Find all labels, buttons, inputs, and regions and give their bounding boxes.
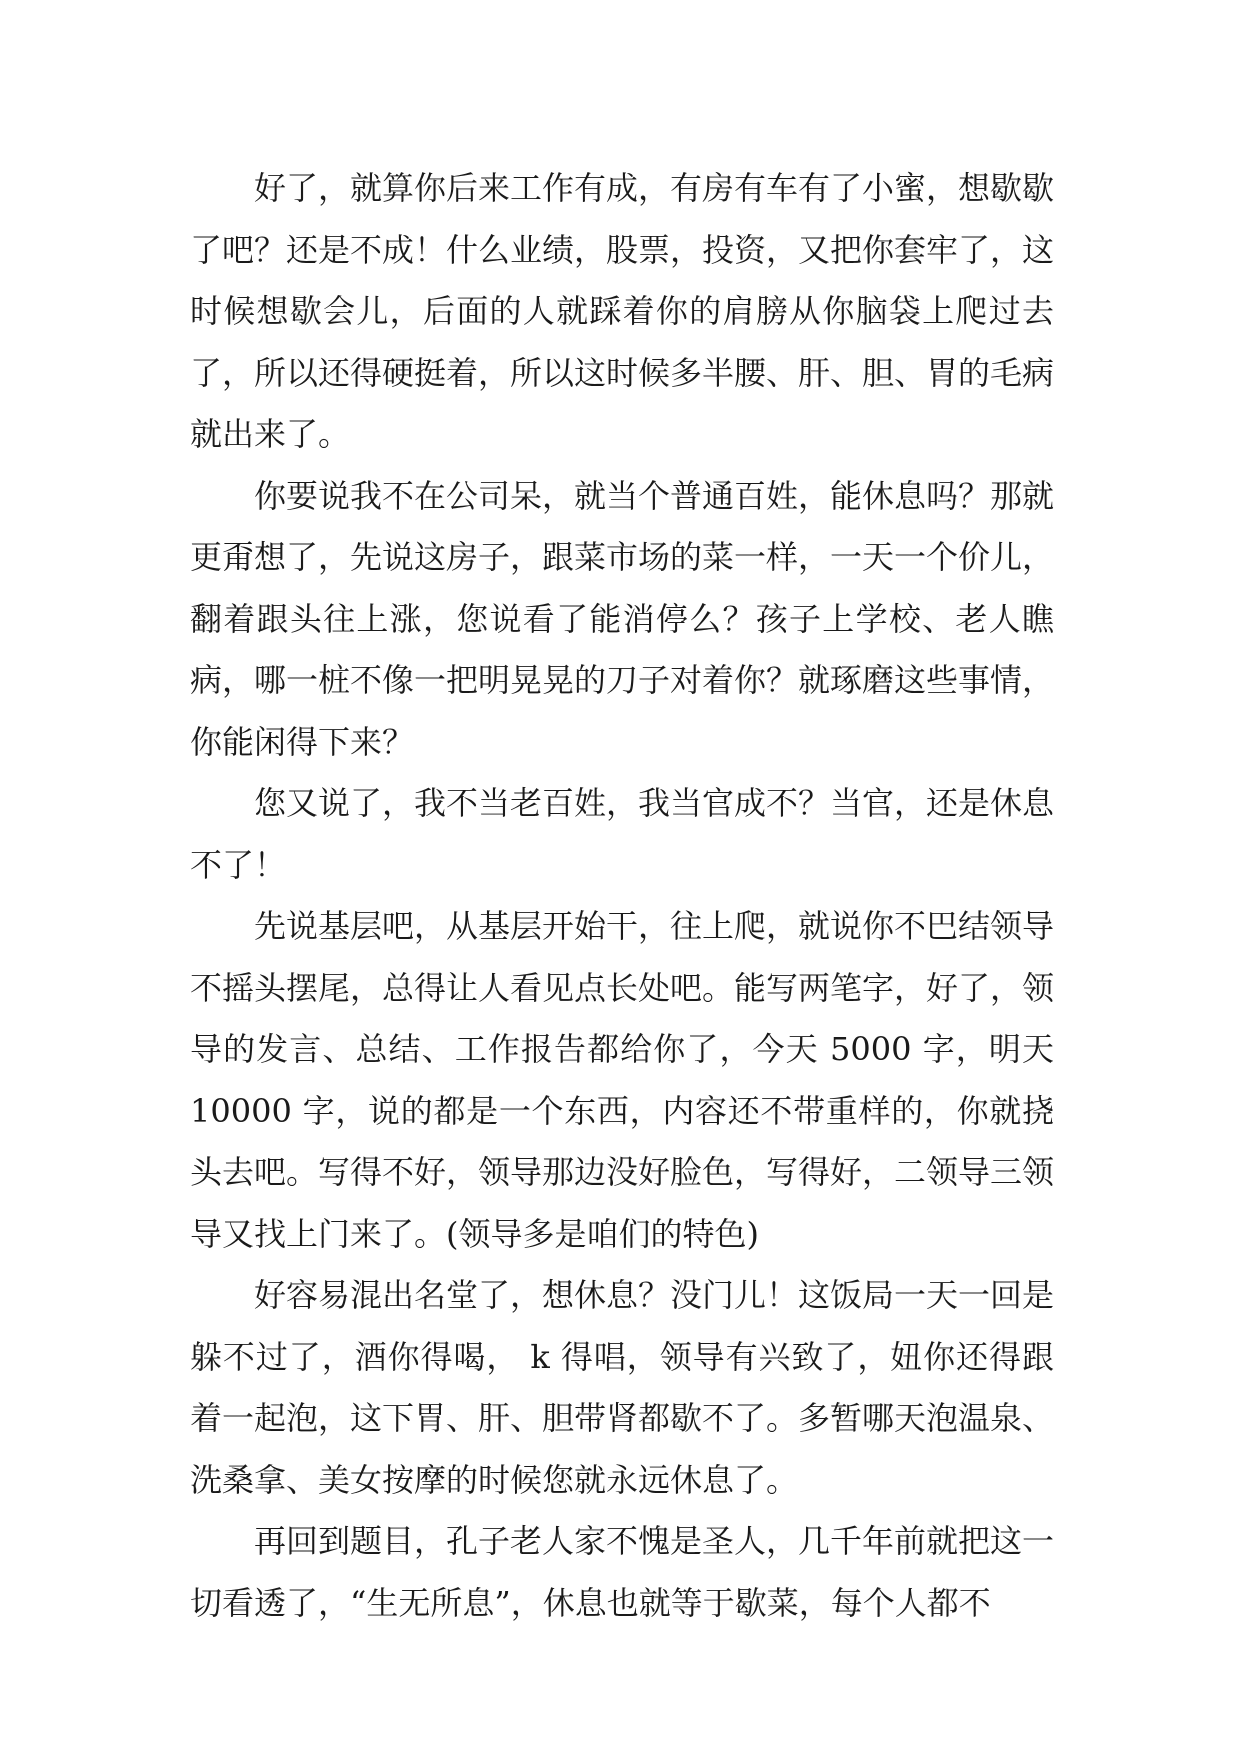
paragraph-5: 好容易混出名堂了，想休息？没门儿！这饭局一天一回是躲不过了，酒你得喝， k 得唱，领导有兴致了，妞你还得跟着一起泡，这下胃、肝、胆带肾都歇不了。多暂哪天泡温泉、洗桑拿、美女按摩的时候您就永远休息了。 (190, 1276, 1055, 1499)
paragraph-6: 再回到题目，孔子老人家不愧是圣人，几千年前就把这一切看透了，“生无所息”，休息也就等于歇菜，每个人都不 (190, 1522, 1055, 1622)
paragraph-4: 先说基层吧，从基层开始干，往上爬，就说你不巴结领导不摇头摆尾，总得让人看见点长处吧。能写两笔字，好了，领导的发言、总结、工作报告都给你了，今天 5000 字，明天 10000 字，说的都是一个东西，内容还不带重样的，你就挠头去吧。写得不好，领导那边没好脸色，写得好，二领导三领导又找上门来了。(领导多是咱们的特色) (190, 907, 1055, 1253)
paragraph-2: 你要说我不在公司呆，就当个普通百姓，能休息吗？那就更甭想了，先说这房子，跟菜市场的菜一样，一天一个价儿，翻着跟头往上涨，您说看了能消停么？孩子上学校、老人瞧病，哪一桩不像一把明晃晃的刀子对着你？就琢磨这些事情，你能闲得下来？ (190, 476, 1055, 761)
paragraph-3: 您又说了，我不当老百姓，我当官成不？当官，还是休息不了！ (190, 784, 1055, 884)
paragraph-1: 好了，就算你后来工作有成，有房有车有了小蜜，想歇歇了吧？还是不成！什么业绩，股票，投资，又把你套牢了，这时候想歇会儿，后面的人就踩着你的肩膀从你脑袋上爬过去了，所以还得硬挺着，所以这时候多半腰、肝、胆、胃的毛病就出来了。 (190, 169, 1055, 453)
document-body (190, 158, 1054, 1634)
